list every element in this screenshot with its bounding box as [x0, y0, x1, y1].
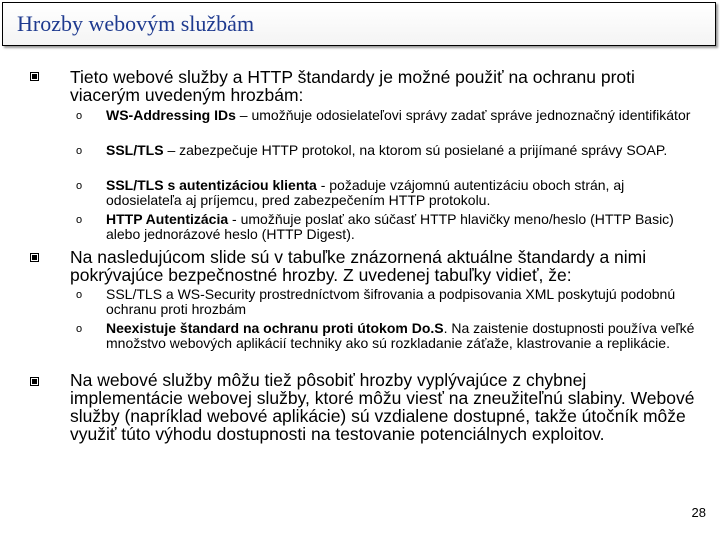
circle-bullet-icon: o — [76, 323, 83, 335]
sub-item-1-4 — [106, 212, 696, 241]
sub-item-2-2 — [106, 321, 696, 350]
sub-item-text: - umožňuje poslať ako súčasť HTTP hlavičky meno/heslo (HTTP Basic) alebo jednorázové heslo (HTTP Digest). — [106, 211, 674, 242]
sub-item-bold: WS-Addressing IDs — [106, 107, 236, 123]
sub-item-bold: HTTP Autentizácia — [106, 211, 229, 227]
sub-item-bold: Neexistuje štandard na ochranu proti útokom Do.S — [106, 320, 444, 336]
sub-item-text: – umožňuje odosielateľovi správy zadať správe jednoznačný identifikátor — [235, 107, 691, 123]
square-bullet-icon — [30, 377, 39, 386]
slide-title: Hrozby webovým službám — [17, 11, 255, 36]
title-bar — [2, 2, 716, 46]
square-bullet-icon — [30, 72, 39, 81]
circle-bullet-icon: o — [76, 180, 83, 192]
bullet-3-text: Na webové služby môžu tiež pôsobiť hrozby vyplývajúce z chybnej implementácie webovej služby, ktoré môžu viesť na zneužiteľnú slabiny. Webové služby (napríklad webové aplikácie) sú vzdialene dostupné, takže útočník môže využiť túto výhodu dostupnosti na testovanie potenciálnych exploitov. — [70, 370, 695, 444]
sub-item-2-1 — [106, 287, 696, 316]
sub-item-text: . Na zaistenie dostupnosti používa veľké množstvo webových aplikácií techniky ako sú rozkladanie záťaže, klastrovanie a replikácie. — [106, 320, 695, 351]
sub-item-text: SSL/TLS a WS-Security prostredníctvom šifrovania a podpisovania XML poskytujú podobnú ochranu proti hrozbám — [106, 286, 676, 317]
sub-item-bold: SSL/TLS s autentizáciou klienta — [106, 177, 317, 193]
sub-item-1-3 — [106, 178, 696, 207]
bullet-2-text: Na nasledujúcom slide sú v tabuľke znázornená aktuálne štandardy a nimi pokrývajúce bezpečnostné hrozby. Z uvedenej tabuľky vidieť, že: — [70, 247, 647, 285]
circle-bullet-icon: o — [76, 145, 83, 157]
sub-item-text: – zabezpečuje HTTP protokol, na ktorom sú posielané a prijímané správy SOAP. — [163, 142, 668, 158]
sub-item-bold: SSL/TLS — [106, 142, 164, 158]
page-number: 28 — [691, 505, 706, 520]
circle-bullet-icon: o — [76, 289, 83, 301]
circle-bullet-icon: o — [76, 110, 83, 122]
sub-item-1-2 — [106, 143, 696, 158]
sub-item-text: - požaduje vzájomnú autentizáciu oboch strán, aj odosielateľa aj príjemcu, pred zabezpečením HTTP protokolu. — [106, 177, 625, 208]
bullet-1-text: Tieto webové služby a HTTP štandardy je možné použiť na ochranu proti viacerým uvedeným hrozbám: — [70, 67, 635, 105]
square-bullet-icon — [30, 253, 39, 262]
sub-item-1-1 — [106, 108, 696, 123]
circle-bullet-icon: o — [76, 214, 83, 226]
